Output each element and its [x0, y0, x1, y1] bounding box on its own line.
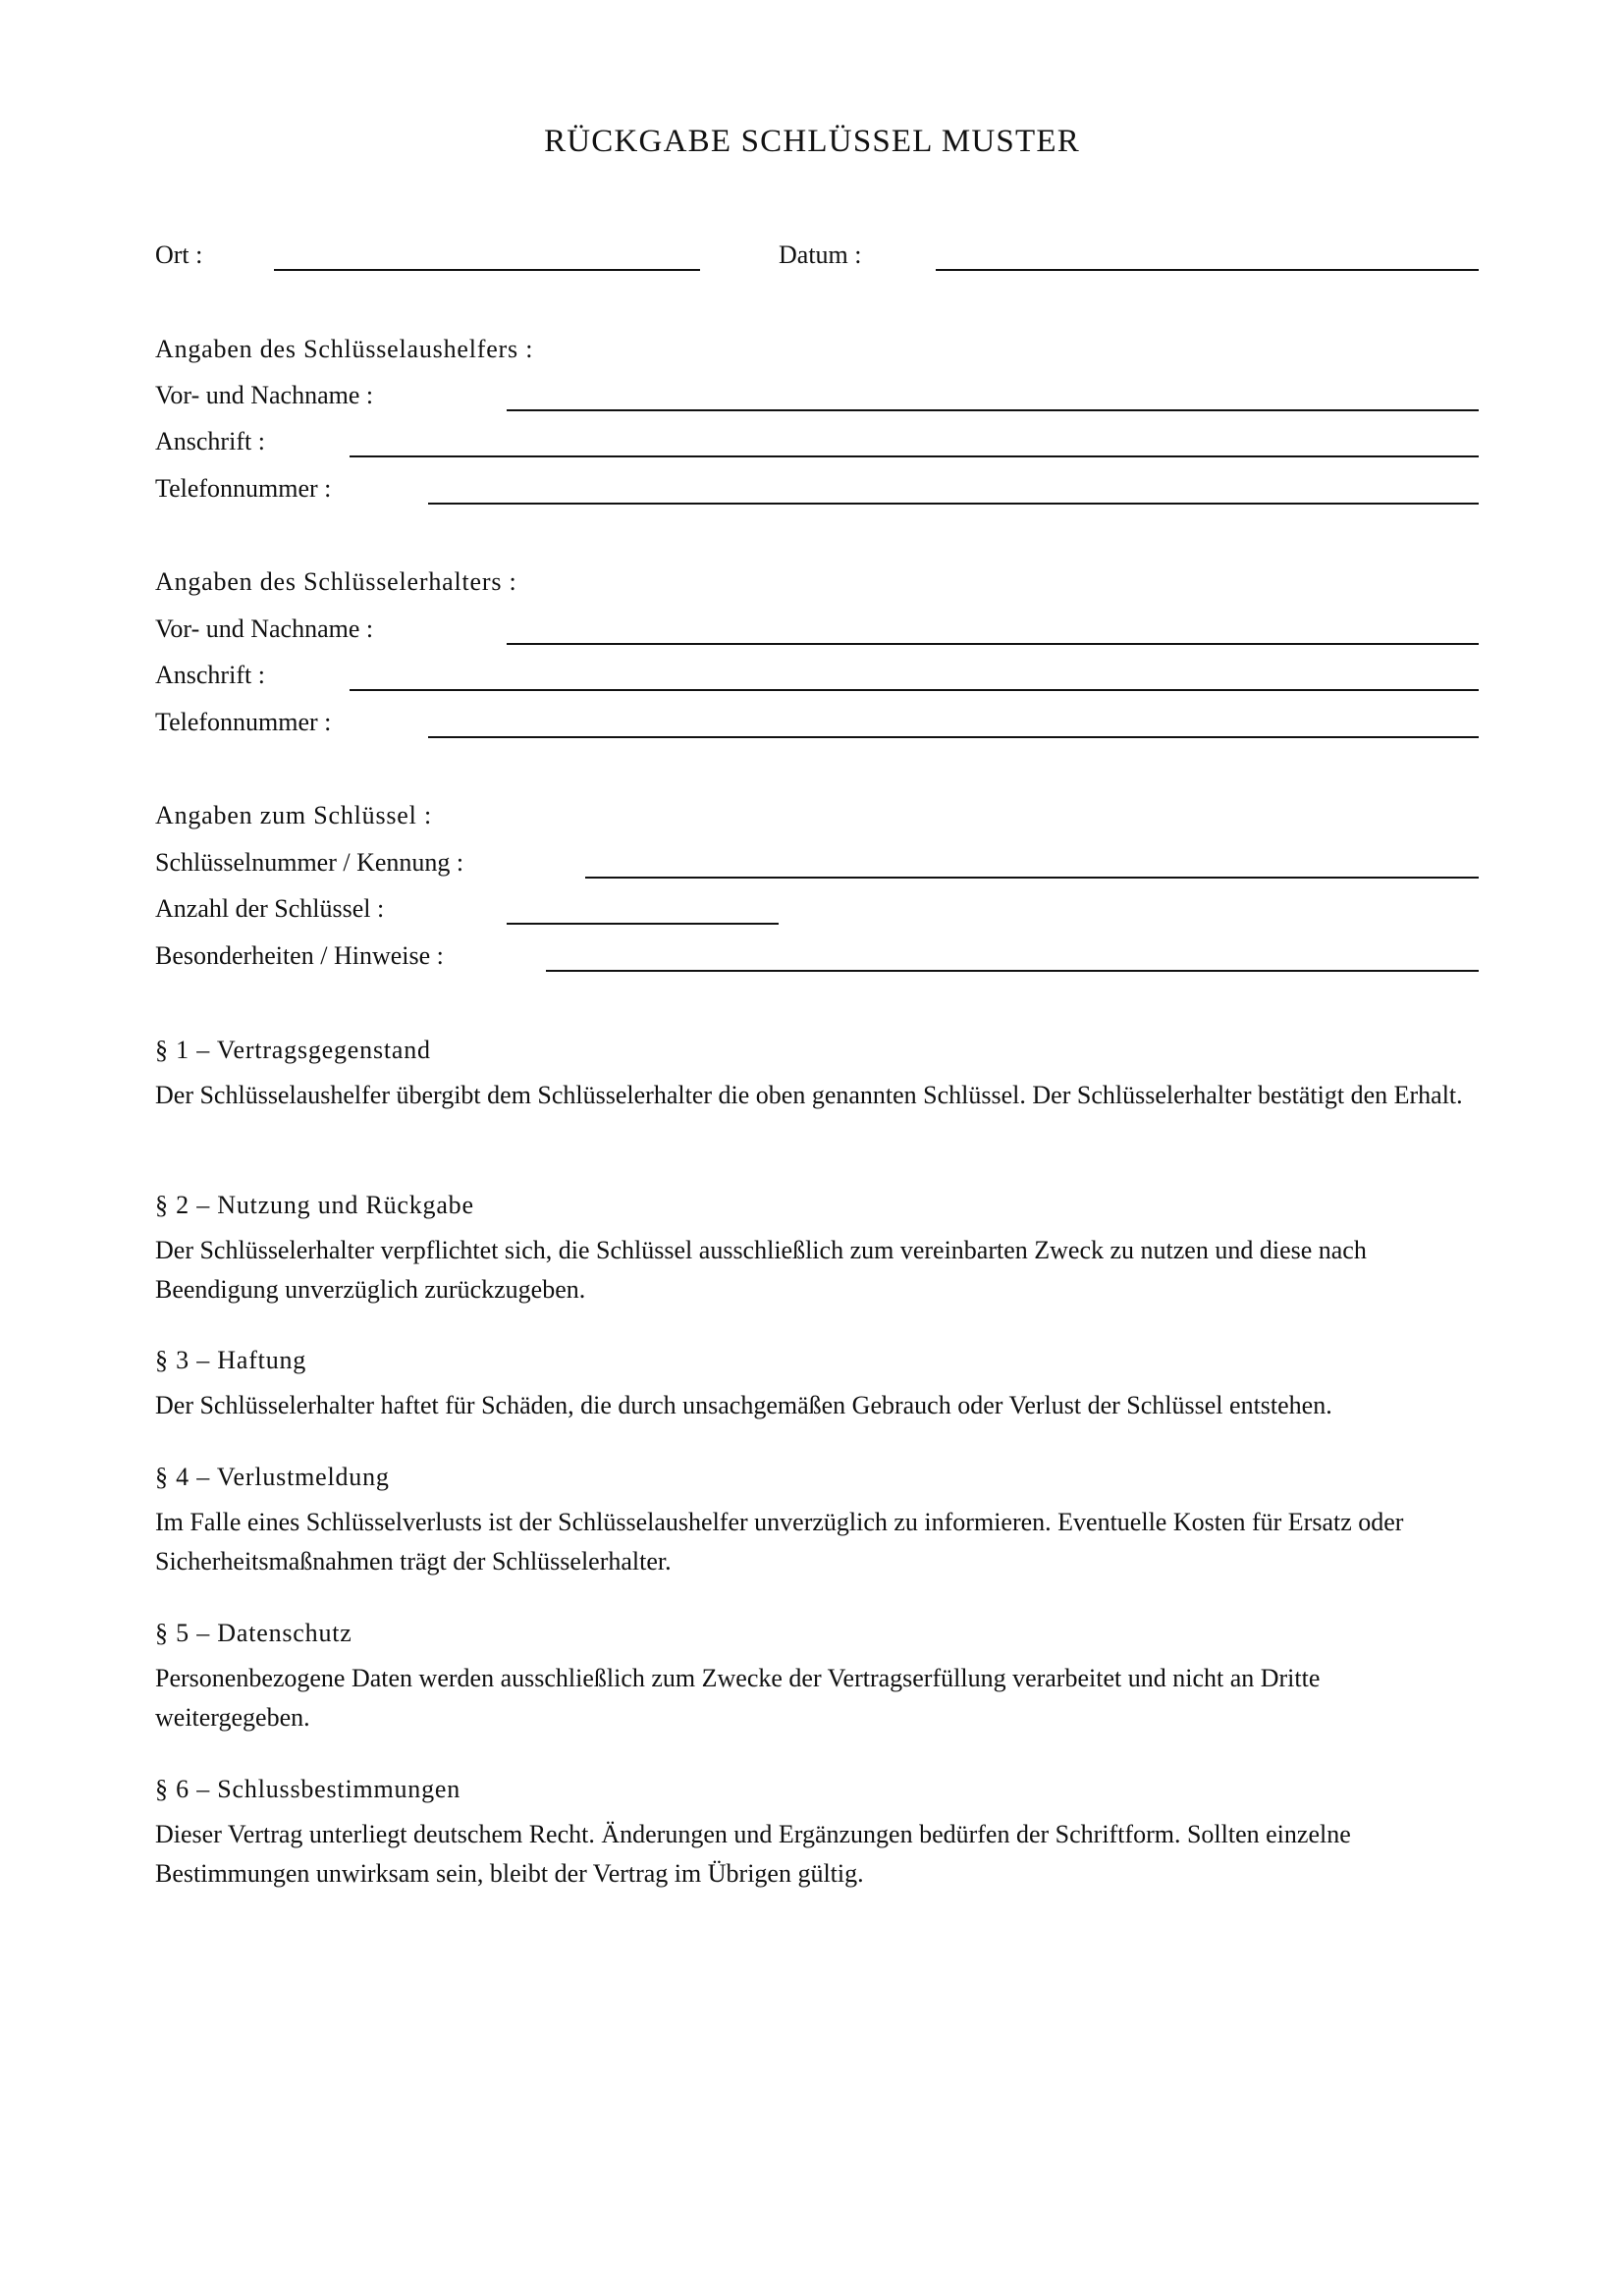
- clause-text: Der Schlüsselerhalter haftet für Schäden, die durch unsachgemäßen Gebrauch oder Verlust der Schlüssel entstehen.: [155, 1391, 1332, 1419]
- clause-title: § 3 – Haftung: [155, 1346, 307, 1374]
- lender-phone-field[interactable]: [428, 503, 1479, 505]
- key-notes-field[interactable]: [546, 970, 1479, 972]
- key-number-field[interactable]: [585, 877, 1479, 879]
- recipient-address-label: Anschrift :: [155, 661, 265, 689]
- lender-address-label: Anschrift :: [155, 427, 265, 455]
- lender-phone-label: Telefonnummer :: [155, 474, 332, 503]
- key-count-label: Anzahl der Schlüssel :: [155, 894, 385, 923]
- recipient-heading: Angaben des Schlüsselerhalters :: [155, 567, 517, 596]
- lender-name-label: Vor- und Nachname :: [155, 381, 374, 409]
- clause-title: § 2 – Nutzung und Rückgabe: [155, 1191, 474, 1219]
- lender-name-field[interactable]: [507, 409, 1479, 411]
- lender-heading: Angaben des Schlüsselaushelfers :: [155, 335, 534, 363]
- place-field[interactable]: [274, 269, 700, 271]
- key-number-label: Schlüsselnummer / Kennung :: [155, 848, 464, 877]
- date-field[interactable]: [936, 269, 1479, 271]
- clause-text: Im Falle eines Schlüsselverlusts ist der Schlüsselaushelfer unverzüglich zu informieren. Eventuelle Kosten für Ersatz oder Sicherheitsmaßnahmen trägt der Schlüsselerhalter.: [155, 1508, 1404, 1575]
- clause-text: Dieser Vertrag unterliegt deutschem Recht. Änderungen und Ergänzungen bedürfen der Schriftform. Sollten einzelne Bestimmungen unwirksam sein, bleibt der Vertrag im Übrigen gültig.: [155, 1820, 1351, 1888]
- clause-text: Personenbezogene Daten werden ausschließlich zum Zwecke der Vertragserfüllung verarbeitet und nicht an Dritte weitergegeben.: [155, 1664, 1321, 1732]
- clause-title: § 6 – Schlussbestimmungen: [155, 1775, 461, 1803]
- clause-title: § 5 – Datenschutz: [155, 1619, 352, 1647]
- recipient-address-field[interactable]: [350, 689, 1479, 691]
- place-label: Ort :: [155, 240, 203, 269]
- clause-text: Der Schlüsselaushelfer übergibt dem Schlüsselerhalter die oben genannten Schlüssel. Der Schlüsselerhalter bestätigt den Erhalt.: [155, 1081, 1463, 1109]
- key-notes-label: Besonderheiten / Hinweise :: [155, 941, 444, 970]
- recipient-phone-field[interactable]: [428, 736, 1479, 738]
- recipient-name-field[interactable]: [507, 643, 1479, 645]
- lender-address-field[interactable]: [350, 455, 1479, 457]
- document-title: RÜCKGABE SCHLÜSSEL MUSTER: [544, 124, 1080, 159]
- key-count-field[interactable]: [507, 923, 779, 925]
- recipient-name-label: Vor- und Nachname :: [155, 614, 374, 643]
- clause-text: Der Schlüsselerhalter verpflichtet sich, die Schlüssel ausschließlich zum vereinbarten Zweck zu nutzen und diese nach Beendigung unverzüglich zurückzugeben.: [155, 1236, 1367, 1304]
- clause-title: § 1 – Vertragsgegenstand: [155, 1036, 431, 1064]
- clause-title: § 4 – Verlustmeldung: [155, 1463, 390, 1491]
- recipient-phone-label: Telefonnummer :: [155, 708, 332, 736]
- key-info-heading: Angaben zum Schlüssel :: [155, 801, 432, 829]
- date-label: Datum :: [779, 240, 862, 269]
